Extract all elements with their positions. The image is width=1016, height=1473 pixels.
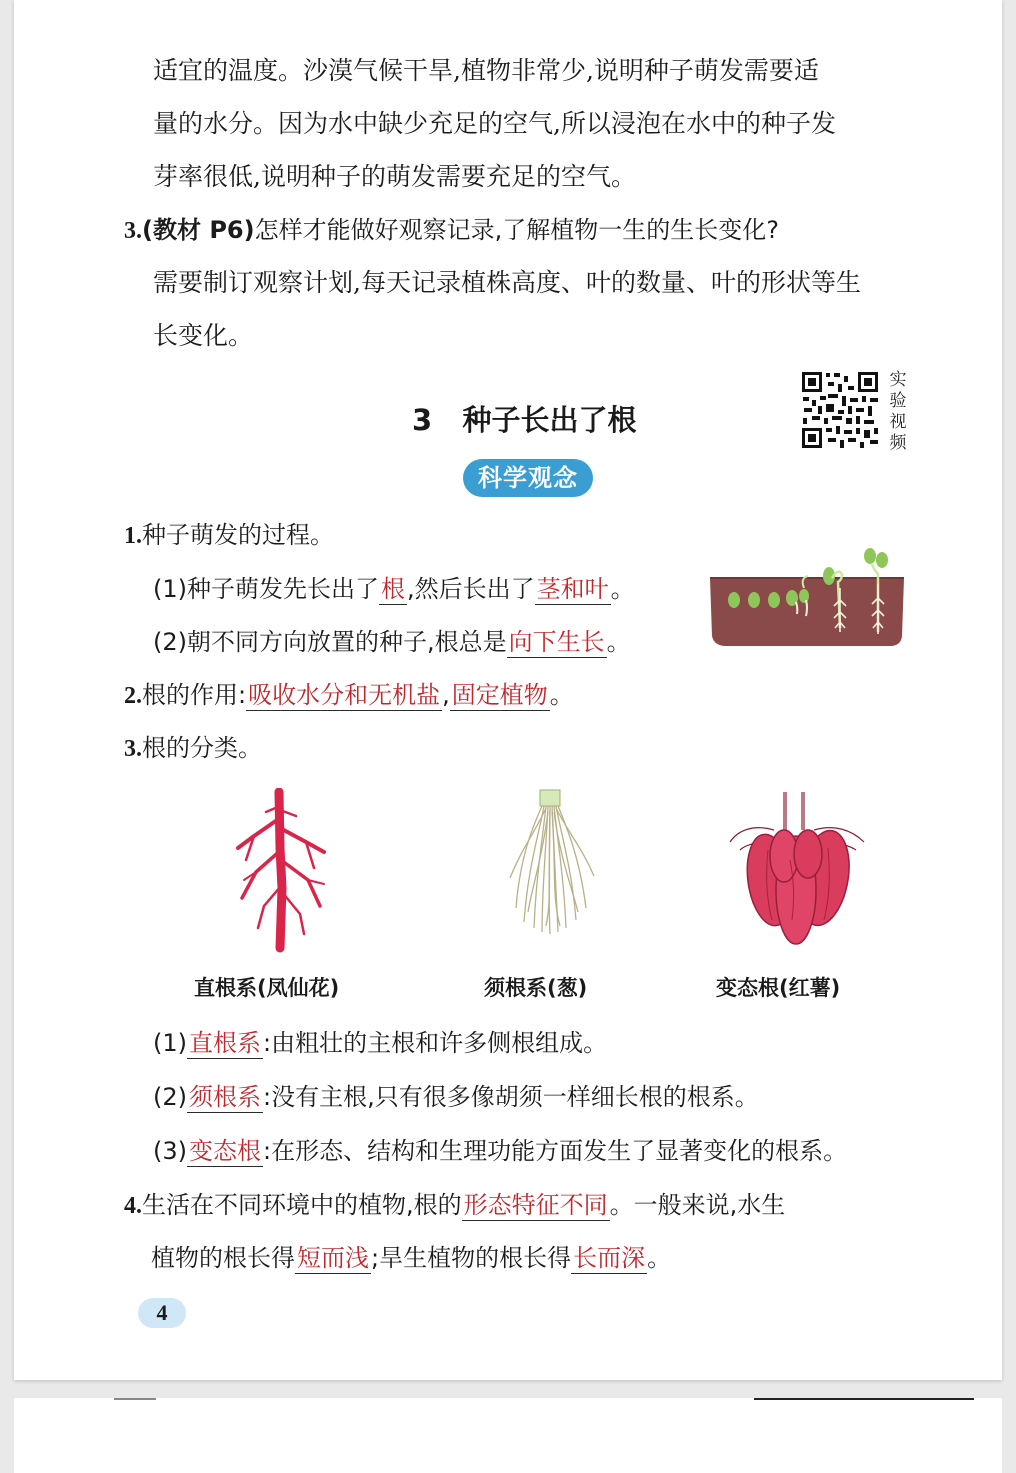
modified-root-illustration xyxy=(724,790,874,952)
fibrous-root-illustration xyxy=(502,788,602,936)
answer-short-shallow: 短而浅 xyxy=(297,1244,369,1272)
qr-code-icon[interactable] xyxy=(800,370,880,450)
item-1: 1.种子萌发的过程。 xyxy=(124,521,334,549)
intro-line-2: 量的水分。因为水中缺少充足的空气,所以浸泡在水中的种子发 xyxy=(153,109,836,138)
item-3-3: (3)变态根:在形态、结构和生理功能方面发生了显著变化的根系。 xyxy=(153,1137,848,1165)
answer-taproot: 直根系 xyxy=(189,1029,261,1057)
page-number: 4 xyxy=(138,1298,186,1328)
answer-stem-leaf: 茎和叶 xyxy=(536,575,609,603)
q3-question: 怎样才能做好观察记录,了解植物一生的生长变化? xyxy=(254,216,779,244)
item-3: 3.根的分类。 xyxy=(124,734,262,762)
next-page-dash xyxy=(114,1398,156,1400)
answer-anchor: 固定植物 xyxy=(451,681,548,709)
section-number: 3 xyxy=(412,403,433,437)
next-page-edge xyxy=(14,1398,1002,1473)
q3-question-line xyxy=(124,213,779,248)
caption-taproot: 直根系(凤仙花) xyxy=(194,976,340,1000)
item-4-line-2: 植物的根长得短而浅;旱生植物的根长得长而深。 xyxy=(151,1244,672,1272)
intro-line-1: 适宜的温度。沙漠气候干旱,植物非常少,说明种子萌发需要适 xyxy=(153,56,819,85)
next-page-rule xyxy=(754,1398,974,1400)
q3-reference: (教材 P6) xyxy=(142,216,255,244)
section-title-text: 种子长出了根 xyxy=(462,403,637,437)
answer-downward: 向下生长 xyxy=(508,628,605,656)
answer-modified: 变态根 xyxy=(189,1137,261,1165)
answer-root: 根 xyxy=(381,575,405,603)
qr-label: 实 验 视 频 xyxy=(889,370,907,453)
answer-absorb: 吸收水分和无机盐 xyxy=(248,681,441,709)
q3-answer-line-2: 长变化。 xyxy=(153,321,254,350)
intro-line-3: 芽率很低,说明种子的萌发需要充足的空气。 xyxy=(153,162,636,191)
answer-fibrous: 须根系 xyxy=(189,1083,261,1111)
section-title xyxy=(412,398,637,439)
caption-fibrous-root: 须根系(葱) xyxy=(484,976,588,1000)
taproot-illustration xyxy=(224,788,334,953)
item-4: 4.生活在不同环境中的植物,根的形态特征不同。一般来说,水生 xyxy=(124,1191,786,1219)
q3-number: 3. xyxy=(124,218,142,244)
caption-modified-root: 变态根(红薯) xyxy=(716,976,841,1000)
answer-form-differs: 形态特征不同 xyxy=(463,1191,608,1219)
science-concept-badge: 科学观念 xyxy=(463,459,593,497)
q3-answer-line-1: 需要制订观察计划,每天记录植株高度、叶的数量、叶的形状等生 xyxy=(153,268,861,297)
answer-long-deep: 长而深 xyxy=(573,1244,646,1272)
item-3-1: (1)直根系:由粗壮的主根和许多侧根组成。 xyxy=(153,1029,608,1057)
item-3-2: (2)须根系:没有主根,只有很多像胡须一样细长根的根系。 xyxy=(153,1083,759,1111)
item-1-1: (1)种子萌发先长出了根,然后长出了茎和叶。 xyxy=(153,575,635,603)
textbook-page xyxy=(14,0,1002,1380)
seed-germination-illustration xyxy=(704,548,910,650)
item-2: 2.根的作用:吸收水分和无机盐,固定植物。 xyxy=(124,681,574,709)
item-1-2: (2)朝不同方向放置的种子,根总是向下生长。 xyxy=(153,628,631,656)
